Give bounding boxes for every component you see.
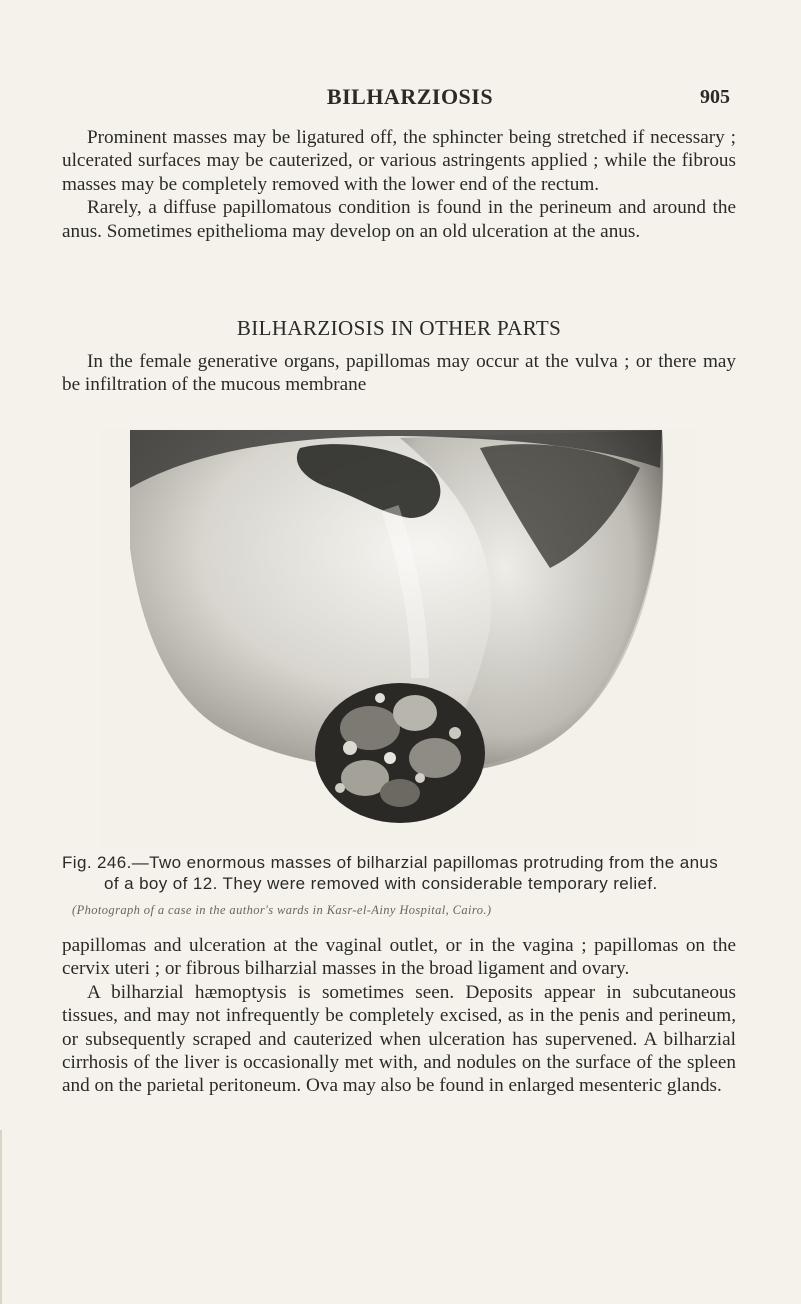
photograph-image [100, 428, 696, 848]
paragraph: A bilharzial hæmoptysis is sometimes seen. Deposits appear in subcutaneous tissues, and may not infrequently be completely excised, as in the penis and perineum, or subsequently scraped and cauterized when ulceration has supervened. A bilharzial cirrhosis of the liver is occasionally met with, and nodules on the surface of the spleen and on the parietal peritoneum. Ova may also be found in enlarged mesenteric glands. [62, 981, 736, 1097]
caption-text: Fig. 246.—Two enormous masses of bilharzial papillomas protruding from the anus of a boy of 12. They were removed with considerable temporary relief. [62, 853, 719, 893]
page-number: 905 [700, 86, 730, 108]
section-intro-block [62, 350, 736, 397]
paragraph: In the female generative organs, papillomas may occur at the vulva ; or there may be infiltration of the mucous membrane [62, 351, 736, 396]
bottom-text-block [62, 934, 736, 1098]
figure-caption [62, 852, 736, 921]
running-title: BILHARZIOSIS [326, 84, 494, 109]
top-text-block [62, 126, 736, 243]
caption-credit: (Photograph of a case in the author's wards in Kasr-el-Ainy Hospital, Cairo.) [72, 903, 492, 917]
figure-photograph [100, 428, 696, 848]
running-head [90, 84, 730, 118]
section-heading: BILHARZIOSIS IN OTHER PARTS [236, 316, 562, 340]
page-edge-rule [0, 1130, 2, 1304]
paragraph: Prominent masses may be ligatured off, the sphincter being stretched if necessary ; ulcerated surfaces may be cauterized, or various astringents applied ; while the fibrous masses may be completely removed with the lower end of the rectum. [62, 127, 736, 195]
paragraph: Rarely, a diffuse papillomatous condition is found in the perineum and around the anus. Sometimes epithelioma may develop on an old ulceration at the anus. [62, 197, 736, 242]
paragraph: papillomas and ulceration at the vaginal outlet, or in the vagina ; papillomas on the cervix uteri ; or fibrous bilharzial masses in the broad ligament and ovary. [62, 935, 736, 980]
papilloma-mass [315, 683, 485, 823]
